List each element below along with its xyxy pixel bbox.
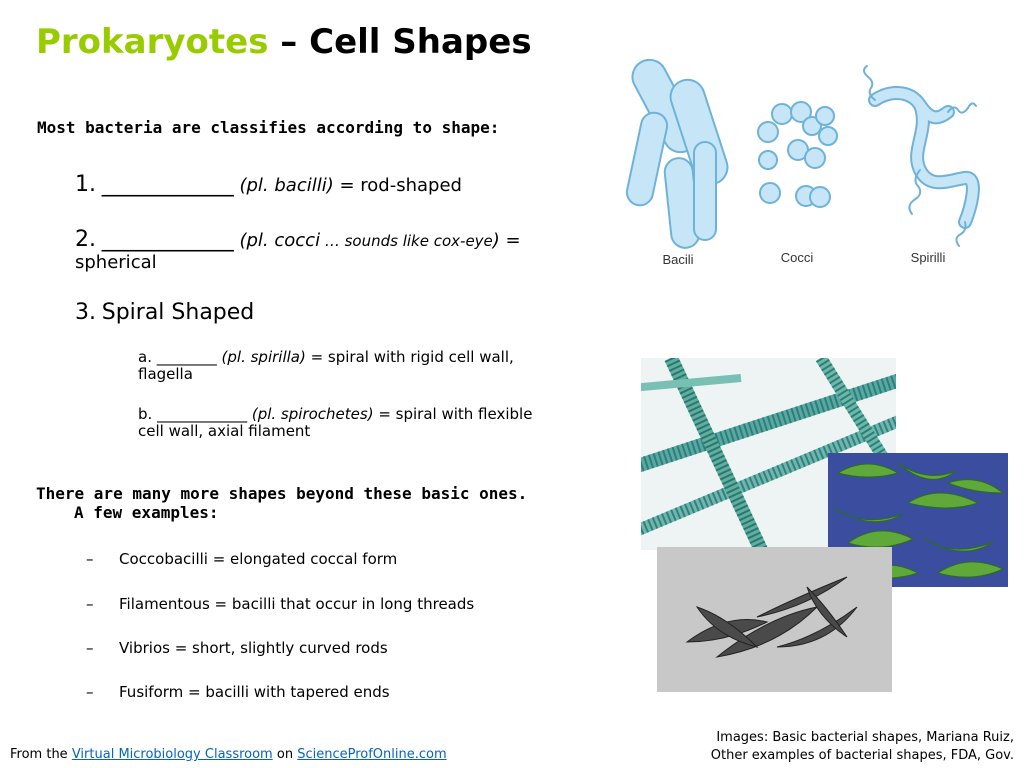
bacterial-shapes-diagram xyxy=(620,50,990,280)
coccus xyxy=(810,187,830,207)
dash-bullet: – xyxy=(86,639,94,657)
example-text: Coccobacilli = elongated coccal form xyxy=(119,550,398,568)
coccus xyxy=(760,183,780,203)
bacillus-rod xyxy=(625,110,670,207)
bacillus-rod xyxy=(694,142,716,240)
list-number: 1. xyxy=(75,172,96,197)
list-number: 2. xyxy=(75,227,96,252)
dash-bullet: – xyxy=(86,550,94,568)
footer-on: on xyxy=(276,747,294,762)
fusiform-bacteria-photo xyxy=(657,547,892,692)
list-item-spiral xyxy=(75,302,254,324)
title-prokaryotes: Prokaryotes xyxy=(36,22,269,62)
latin-plural: (pl. bacilli) xyxy=(239,175,334,196)
pronunciation-note: … sounds like cox-eye xyxy=(320,232,493,250)
title-cell-shapes: Cell Shapes xyxy=(309,22,532,62)
definition: = rod-shaped xyxy=(333,175,462,196)
footer-prefix: From the xyxy=(10,747,68,762)
definition: = spiral with rigid cell wall, flagella xyxy=(138,348,514,383)
sub-letter: a. xyxy=(138,348,152,366)
list-label: Spiral Shaped xyxy=(101,300,255,325)
latin-close: ) xyxy=(492,230,500,251)
more-shapes-paragraph xyxy=(36,484,596,522)
coccus xyxy=(772,104,792,124)
virtual-microbiology-link[interactable]: Virtual Microbiology Classroom xyxy=(71,747,273,762)
list-item-bacilli xyxy=(75,174,575,196)
footer-attribution xyxy=(10,747,447,762)
latin-plural: (pl. spirilla) xyxy=(221,348,306,366)
sub-letter: b. xyxy=(138,405,153,423)
coccus xyxy=(819,127,837,145)
intro-text: Most bacteria are classifies according to shape: xyxy=(37,118,500,137)
fill-blank: ____________ xyxy=(101,172,234,197)
label-bacili: Bacili xyxy=(662,252,694,267)
subitem-spirochetes xyxy=(138,406,548,440)
definition: = spiral with flexible cell wall, axial filament xyxy=(138,405,533,440)
example-text: Vibrios = short, slightly curved rods xyxy=(119,639,388,657)
coccus xyxy=(759,151,777,169)
scienceprofonline-link[interactable]: ScienceProfOnline.com xyxy=(297,747,447,762)
list-item-cocci xyxy=(75,229,575,273)
title-dash: – xyxy=(268,22,310,62)
fill-blank: ____________ xyxy=(101,227,234,252)
example-text: Filamentous = bacilli that occur in long threads xyxy=(119,595,475,613)
fill-blank: ____________ xyxy=(157,405,248,423)
example-text: Fusiform = bacilli with tapered ends xyxy=(119,683,390,701)
fusiform-drawing xyxy=(657,547,892,692)
coccus xyxy=(758,122,778,142)
image-credits xyxy=(711,729,1014,765)
subitem-spirilla xyxy=(138,349,568,383)
latin-plural: (pl. spirochetes) xyxy=(251,405,374,423)
label-spirilli: Spirilli xyxy=(910,250,946,265)
fill-blank: ________ xyxy=(156,348,217,366)
credits-line2: Other examples of bacterial shapes, FDA, Gov. xyxy=(710,748,1014,763)
definition: = spherical xyxy=(75,230,521,273)
coccus xyxy=(805,148,825,168)
credits-line1: Images: Basic bacterial shapes, Mariana Ruiz, xyxy=(716,730,1014,745)
latin-plural: (pl. cocci xyxy=(239,230,321,251)
more-shapes-line2: A few examples: xyxy=(74,503,219,522)
more-shapes-line1: There are many more shapes beyond these basic ones. xyxy=(36,484,528,503)
list-number: 3. xyxy=(75,300,96,325)
coccus xyxy=(816,107,834,125)
page-title xyxy=(36,22,532,62)
dash-bullet: – xyxy=(86,595,94,613)
label-cocci: Cocci xyxy=(780,250,814,265)
dash-bullet: – xyxy=(86,683,94,701)
